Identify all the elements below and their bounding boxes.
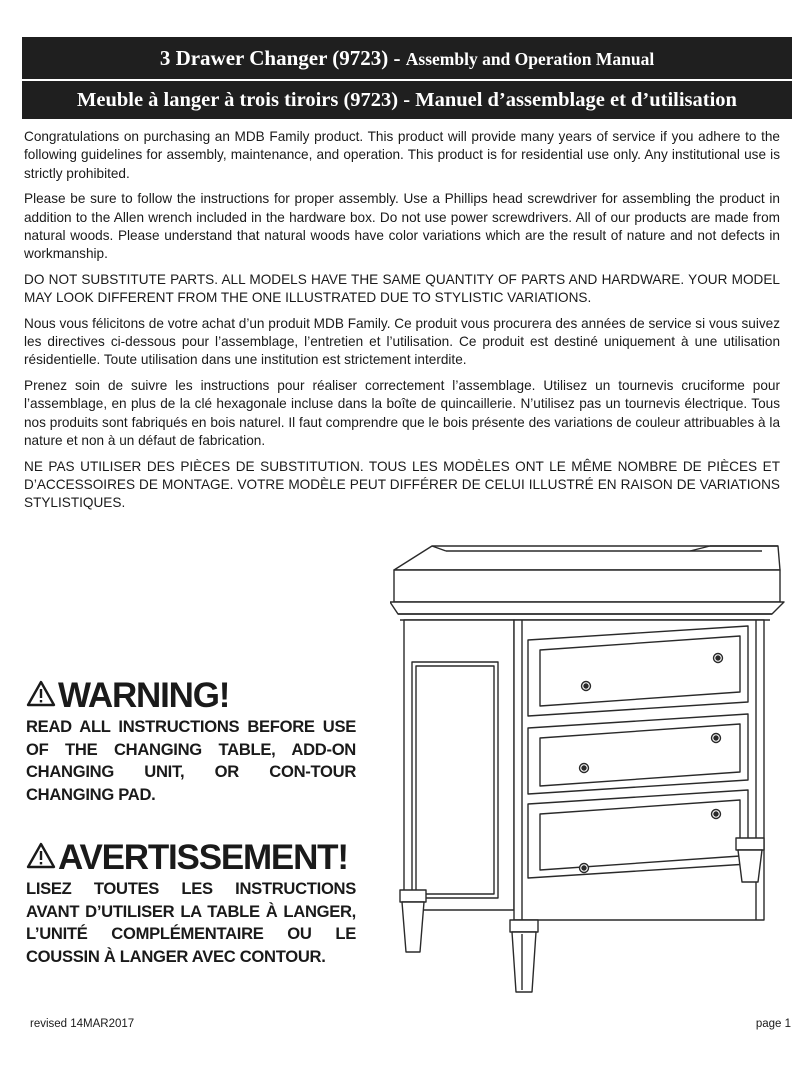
title-english: 3 Drawer Changer (9723) - bbox=[159, 46, 406, 70]
title-banner-french bbox=[22, 81, 792, 119]
leg-back-left bbox=[400, 890, 426, 952]
intro-text bbox=[24, 128, 780, 520]
warning-triangle-icon bbox=[26, 842, 56, 869]
drawer-top bbox=[528, 626, 748, 716]
revision-date: revised 14MAR2017 bbox=[30, 1018, 135, 1030]
paragraph-parts-en: DO NOT SUBSTITUTE PARTS. ALL MODELS HAVE THE SAME QUANTITY OF PARTS AND HARDWARE. YOUR MODEL MAY LOOK DIFFERENT FROM THE ONE ILLUSTRATED DUE TO STYLISTIC VARIATIONS. bbox=[24, 271, 780, 306]
warning-triangle-icon bbox=[26, 680, 56, 707]
warning-text: READ ALL INSTRUCTIONS BEFORE USE OF THE CHANGING TABLE, ADD-ON CHANGING UNIT, OR CON-TOUR CHANGING PAD. bbox=[26, 717, 356, 804]
warning-title: WARNING! bbox=[58, 676, 230, 715]
changer-dresser-illustration bbox=[390, 542, 790, 1004]
page-number: page 1 bbox=[755, 1018, 791, 1030]
title-banner-english bbox=[22, 37, 792, 79]
leg-front-left bbox=[510, 920, 538, 992]
title-english-subtitle: Assembly and Operation Manual bbox=[405, 49, 655, 69]
paragraph-assembly-fr: Prenez soin de suivre les instructions pour réaliser correctement l’assemblage. Utilisez un tournevis cruciforme pour l’assemblage, en plus de la clé hexagonale incluse dans la boîte de quincaillerie. N’utilisez pas un tournevis électrique. Tous nos produits sont fabriqués en bois naturel. Il faut comprendre que le bois présente des variations de couleur attribuables à la nature et non à un défaut de fabrication. bbox=[24, 377, 780, 449]
warning-english bbox=[26, 676, 356, 806]
paragraph-congratulations-en: Congratulations on purchasing an MDB Family product. This product will provide many years of service if you adhere to the following guidelines for assembly, maintenance, and operation. This product is for residential use only. Any institutional use is strictly prohibited. bbox=[24, 129, 780, 181]
crown-molding bbox=[390, 602, 784, 614]
paragraph-assembly-en: Please be sure to follow the instructions for proper assembly. Use a Phillips head screwdriver for assembling the product in addition to the Allen wrench included in the hardware box. Do not use power screwdrivers. All of our products are made from natural woods. Please understand that natural woods have color variations which are the result of nature and not defects in workmanship. bbox=[24, 191, 780, 262]
paragraph-parts-fr: NE PAS UTILISER DES PIÈCES DE SUBSTITUTION. TOUS LES MODÈLES ONT LE MÊME NOMBRE DE PIÈCES ET D’ACCESSOIRES DE MONTAGE. VOTRE MODÈLE PEUT DIFFÉRER DE CELUI ILLUSTRÉ EN RAISON DE VARIATIONS STYLISTIQUES. bbox=[24, 458, 780, 511]
changing-tray-top bbox=[394, 546, 780, 570]
paragraph-congratulations-fr: Nous vous félicitons de votre achat d’un produit MDB Family. Ce produit vous procurera des années de service si vous suivez les directives ci-dessous pour l’assemblage, l’entretien et l’utilisation. Ce produit est destiné uniquement à une utilisation résidentielle. Toute utilisation dans une institution est strictement interdite. bbox=[24, 315, 780, 368]
drawer-bottom bbox=[528, 790, 748, 878]
warning-french bbox=[26, 838, 356, 968]
title-french: Meuble à langer à trois tiroirs (9723) - Manuel d’assemblage et d’utilisation bbox=[77, 89, 737, 111]
avertissement-title: AVERTISSEMENT! bbox=[58, 838, 348, 877]
drawer-middle bbox=[528, 714, 748, 794]
changing-tray-front bbox=[394, 570, 780, 602]
avertissement-text: LISEZ TOUTES LES INSTRUCTIONS AVANT D’UTILISER LA TABLE À LANGER, L’UNITÉ COMPLÉMENTAIRE OU LE COUSSIN À LANGER AVEC CONTOUR. bbox=[26, 879, 356, 966]
